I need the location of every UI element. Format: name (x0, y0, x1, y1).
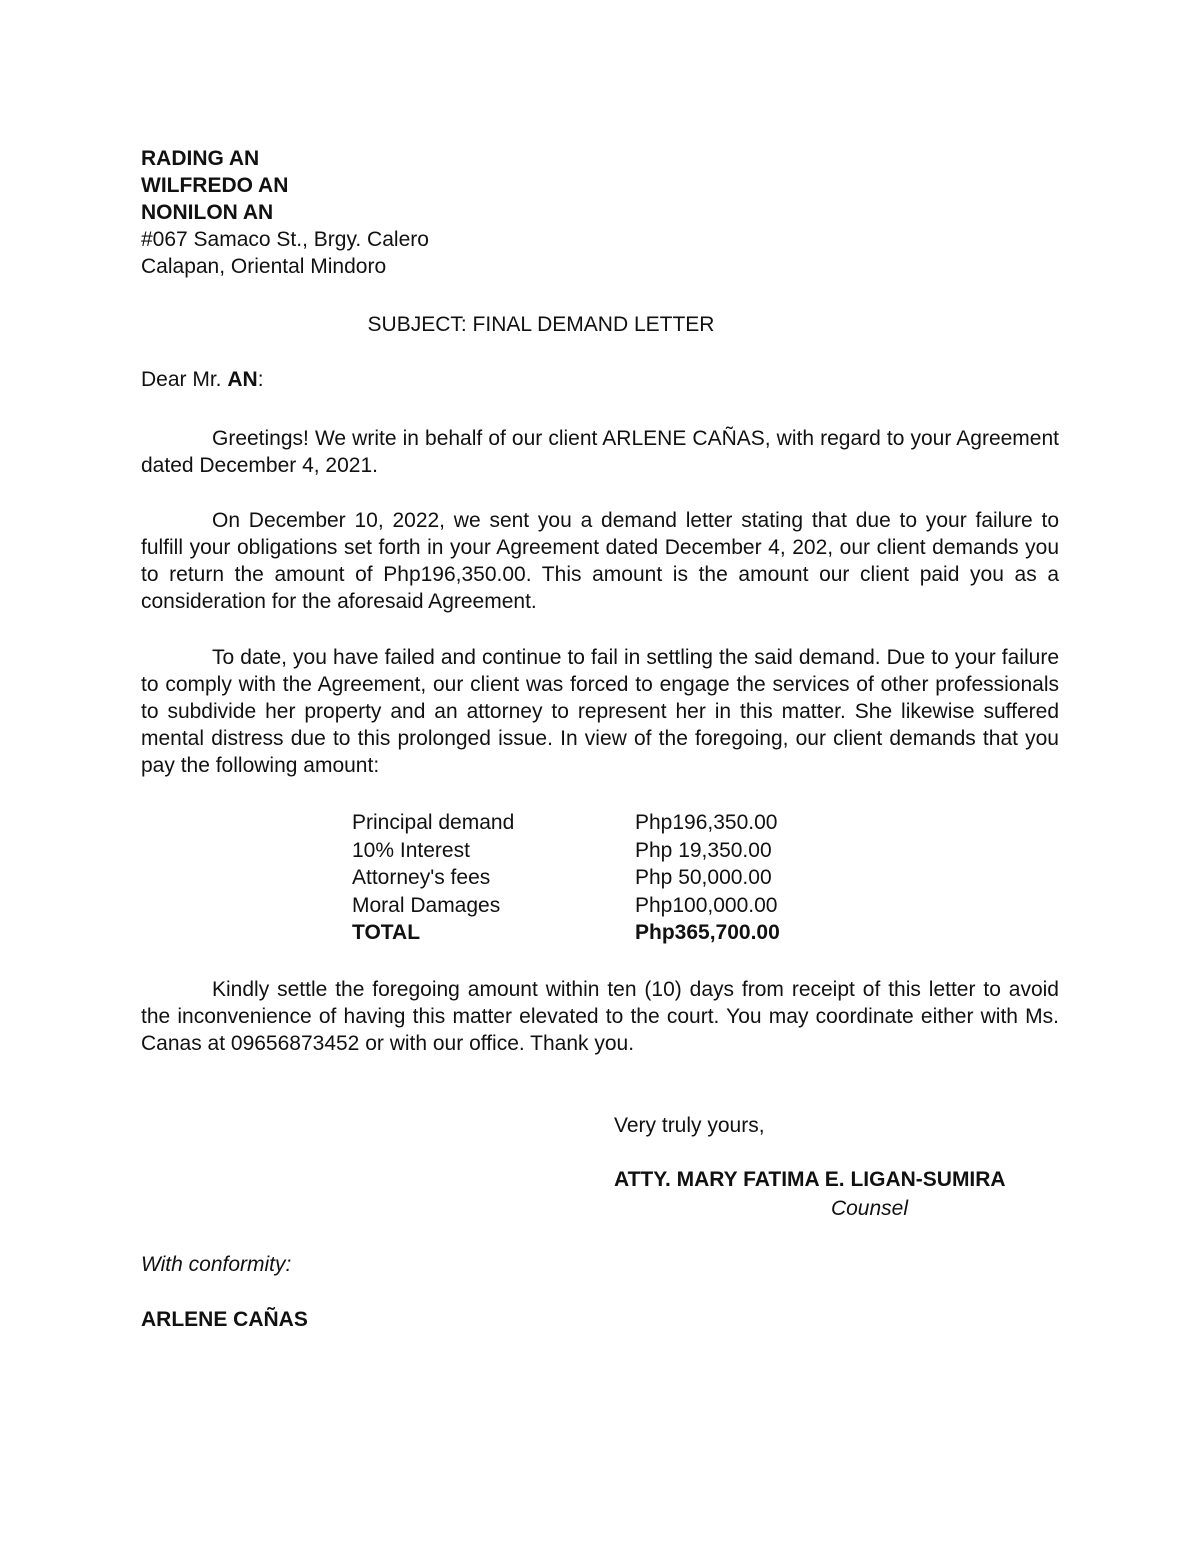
amount-value: Php 50,000.00 (635, 866, 772, 889)
amount-label: 10% Interest (352, 838, 470, 862)
amount-label: Attorney's fees (352, 866, 491, 889)
amount-label: Moral Damages (352, 893, 501, 917)
paragraph-text: To date, you have failed and continue to fail in settling the said demand. Due to your failure to comply with the Agreement, our client was forced to engage the services of other professionals to subdivide her property and an attorney to represent her in this matter. She likewise suffered mental distress due to this prolonged issue. In view of the foregoing, our client demands that you pay the following amount: (141, 646, 1059, 777)
paragraph-greeting (141, 425, 1059, 479)
salutation-prefix: Dear Mr. (141, 368, 228, 391)
paragraph-text: Kindly settle the foregoing amount within ten (10) days from receipt of this letter to avoid the inconvenience of having this matter elevated to the court. You may coordinate either with Ms. Canas at 09656873452 or with our office. Thank you. (141, 978, 1059, 1055)
total-value: Php365,700.00 (635, 921, 780, 944)
total-row (352, 919, 780, 947)
signer-name: ATTY. MARY FATIMA E. LIGAN-SUMIRA (614, 1168, 1006, 1191)
amount-value: Php196,350.00 (635, 811, 778, 834)
table-row (352, 892, 780, 920)
signer-title: Counsel (830, 1197, 908, 1220)
address-line-2: Calapan, Oriental Mindoro (141, 255, 387, 278)
closing-line: Very truly yours, (614, 1114, 765, 1137)
salutation (141, 368, 264, 392)
paragraph-text: On December 10, 2022, we sent you a demand letter stating that due to your failure to fulfill your obligations set forth in your Agreement dated December 4, 202, our client demands you to return the amount of Php196,350.00. This amount is the amount our client paid you as a consideration for the aforesaid Agreement. (141, 509, 1059, 613)
amounts-table (352, 809, 780, 947)
paragraph-settlement (141, 976, 1059, 1057)
table-row (352, 837, 780, 865)
paragraph-prior-demand (141, 507, 1059, 615)
paragraph-text: Greetings! We write in behalf of our client ARLENE CAÑAS, with regard to your Agreement dated December 4, 2021. (141, 427, 1059, 477)
addressee-name: WILFREDO AN (141, 174, 289, 197)
addressee-block (141, 145, 429, 280)
addressee-name: RADING AN (141, 147, 260, 170)
amount-value: Php 19,350.00 (635, 838, 772, 862)
amount-label: Principal demand (352, 811, 515, 834)
salutation-name: AN (227, 368, 258, 391)
amount-value: Php100,000.00 (635, 893, 778, 917)
table-row (352, 809, 780, 837)
paragraph-failure (141, 644, 1059, 779)
table-row (352, 864, 780, 892)
salutation-suffix: : (257, 368, 264, 391)
total-label: TOTAL (352, 921, 421, 944)
conformity-label: With conformity: (141, 1253, 292, 1276)
addressee-name: NONILON AN (141, 201, 274, 224)
address-line-1: #067 Samaco St., Brgy. Calero (141, 228, 429, 251)
client-name: ARLENE CAÑAS (141, 1308, 308, 1331)
subject-line: SUBJECT: FINAL DEMAND LETTER (367, 313, 715, 336)
